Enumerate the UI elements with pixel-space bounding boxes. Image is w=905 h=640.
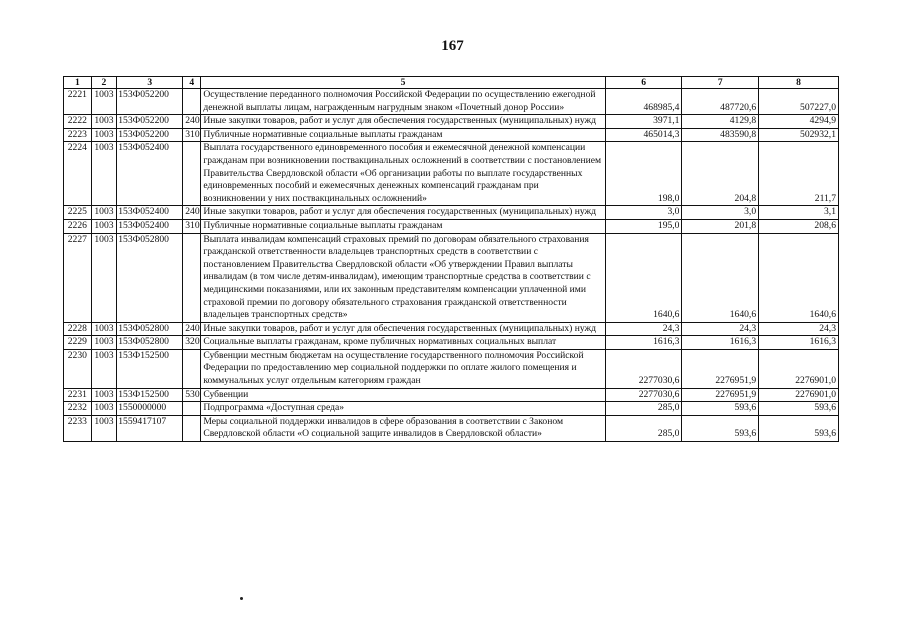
row-number-cell: 2223 bbox=[64, 128, 92, 142]
amount-col6-cell: 465014,3 bbox=[605, 128, 682, 142]
expense-type-cell: 310 bbox=[183, 219, 201, 233]
column-header: 3 bbox=[117, 77, 183, 89]
target-article-cell: 153Ф052800 bbox=[117, 336, 183, 350]
target-article-cell: 153Ф052200 bbox=[117, 128, 183, 142]
table-row bbox=[64, 206, 839, 220]
section-code-cell: 1003 bbox=[91, 415, 117, 441]
section-code-cell: 1003 bbox=[91, 388, 117, 402]
table-row bbox=[64, 233, 839, 322]
amount-col8-cell: 502932,1 bbox=[759, 128, 839, 142]
section-code-cell: 1003 bbox=[91, 349, 117, 388]
row-number-cell: 2221 bbox=[64, 89, 92, 115]
expense-type-cell: 240 bbox=[183, 115, 201, 129]
table-row bbox=[64, 388, 839, 402]
table-row bbox=[64, 322, 839, 336]
amount-col7-cell: 2276951,9 bbox=[682, 349, 759, 388]
table-row bbox=[64, 402, 839, 416]
row-number-cell: 2229 bbox=[64, 336, 92, 350]
expense-type-cell: 530 bbox=[183, 388, 201, 402]
description-cell: Осуществление переданного полномочия Российской Федерации по осуществлению ежегодной денежной выплаты лицам, награжденным нагрудным знаком «Почетный донор России» bbox=[201, 89, 606, 115]
amount-col8-cell: 211,7 bbox=[759, 142, 839, 206]
target-article-cell: 153Ф052200 bbox=[117, 89, 183, 115]
row-number-cell: 2226 bbox=[64, 219, 92, 233]
description-cell: Субвенции bbox=[201, 388, 606, 402]
amount-col7-cell: 593,6 bbox=[682, 402, 759, 416]
section-code-cell: 1003 bbox=[91, 219, 117, 233]
amount-col7-cell: 593,6 bbox=[682, 415, 759, 441]
expense-type-cell: 320 bbox=[183, 336, 201, 350]
amount-col8-cell: 2276901,0 bbox=[759, 349, 839, 388]
description-cell: Выплата государственного единовременного пособия и ежемесячной денежной компенсации гражданам при возникновении поствакцинальных осложнений в соответствии с постановлением Правительства Свердловской области «Об организации работы по выплате государственных единовременных пособий и ежемесячных денежных компенсаций гражданам при возникновении у них поствакцинальных осложнений» bbox=[201, 142, 606, 206]
row-number-cell: 2227 bbox=[64, 233, 92, 322]
amount-col8-cell: 208,6 bbox=[759, 219, 839, 233]
amount-col8-cell: 593,6 bbox=[759, 402, 839, 416]
amount-col6-cell: 198,0 bbox=[605, 142, 682, 206]
row-number-cell: 2231 bbox=[64, 388, 92, 402]
expense-type-cell bbox=[183, 89, 201, 115]
amount-col8-cell: 507227,0 bbox=[759, 89, 839, 115]
amount-col8-cell: 593,6 bbox=[759, 415, 839, 441]
target-article-cell: 153Ф052200 bbox=[117, 115, 183, 129]
amount-col7-cell: 201,8 bbox=[682, 219, 759, 233]
expense-type-cell: 240 bbox=[183, 206, 201, 220]
expense-type-cell: 240 bbox=[183, 322, 201, 336]
column-header: 8 bbox=[759, 77, 839, 89]
section-code-cell: 1003 bbox=[91, 115, 117, 129]
target-article-cell: 153Ф052800 bbox=[117, 322, 183, 336]
amount-col6-cell: 2277030,6 bbox=[605, 349, 682, 388]
amount-col6-cell: 3971,1 bbox=[605, 115, 682, 129]
amount-col6-cell: 285,0 bbox=[605, 415, 682, 441]
table-row bbox=[64, 142, 839, 206]
description-cell: Подпрограмма «Доступная среда» bbox=[201, 402, 606, 416]
amount-col6-cell: 2277030,6 bbox=[605, 388, 682, 402]
column-header: 4 bbox=[183, 77, 201, 89]
column-header: 2 bbox=[91, 77, 117, 89]
expense-type-cell bbox=[183, 402, 201, 416]
description-cell: Выплата инвалидам компенсаций страховых премий по договорам обязательного страхования гражданской ответственности владельцев транспортных средств в соответствии с постановлением Правительства Свердловской области «Об утверждении Правил выплаты инвалидам (в том числе детям-инвалидам), имеющим транспортные средства в соответствии с медицинскими показаниями, или их законным представителям компенсации уплаченной ими страховой премии по договору обязательного страхования гражданской ответственности владельцев транспортных средств» bbox=[201, 233, 606, 322]
amount-col6-cell: 1616,3 bbox=[605, 336, 682, 350]
table-row bbox=[64, 219, 839, 233]
amount-col8-cell: 4294,9 bbox=[759, 115, 839, 129]
section-code-cell: 1003 bbox=[91, 206, 117, 220]
table-row bbox=[64, 115, 839, 129]
amount-col6-cell: 195,0 bbox=[605, 219, 682, 233]
table-row bbox=[64, 89, 839, 115]
amount-col7-cell: 24,3 bbox=[682, 322, 759, 336]
target-article-cell: 153Ф052400 bbox=[117, 142, 183, 206]
section-code-cell: 1003 bbox=[91, 128, 117, 142]
amount-col7-cell: 487720,6 bbox=[682, 89, 759, 115]
budget-table bbox=[63, 76, 839, 442]
section-code-cell: 1003 bbox=[91, 89, 117, 115]
amount-col6-cell: 24,3 bbox=[605, 322, 682, 336]
row-number-cell: 2224 bbox=[64, 142, 92, 206]
description-cell: Иные закупки товаров, работ и услуг для обеспечения государственных (муниципальных) нужд bbox=[201, 206, 606, 220]
table-row bbox=[64, 336, 839, 350]
table-row bbox=[64, 415, 839, 441]
column-header: 6 bbox=[605, 77, 682, 89]
column-header: 1 bbox=[64, 77, 92, 89]
amount-col8-cell: 1640,6 bbox=[759, 233, 839, 322]
column-header: 5 bbox=[201, 77, 606, 89]
header-row bbox=[64, 77, 839, 89]
section-code-cell: 1003 bbox=[91, 233, 117, 322]
expense-type-cell bbox=[183, 142, 201, 206]
expense-type-cell bbox=[183, 349, 201, 388]
target-article-cell: 153Ф152500 bbox=[117, 388, 183, 402]
amount-col7-cell: 1616,3 bbox=[682, 336, 759, 350]
amount-col8-cell: 3,1 bbox=[759, 206, 839, 220]
section-code-cell: 1003 bbox=[91, 322, 117, 336]
section-code-cell: 1003 bbox=[91, 142, 117, 206]
row-number-cell: 2230 bbox=[64, 349, 92, 388]
row-number-cell: 2233 bbox=[64, 415, 92, 441]
description-cell: Иные закупки товаров, работ и услуг для обеспечения государственных (муниципальных) нужд bbox=[201, 322, 606, 336]
amount-col7-cell: 2276951,9 bbox=[682, 388, 759, 402]
expense-type-cell: 310 bbox=[183, 128, 201, 142]
row-number-cell: 2225 bbox=[64, 206, 92, 220]
amount-col8-cell: 2276901,0 bbox=[759, 388, 839, 402]
amount-col7-cell: 204,8 bbox=[682, 142, 759, 206]
column-header: 7 bbox=[682, 77, 759, 89]
amount-col7-cell: 3,0 bbox=[682, 206, 759, 220]
amount-col6-cell: 468985,4 bbox=[605, 89, 682, 115]
amount-col7-cell: 483590,8 bbox=[682, 128, 759, 142]
stray-dot bbox=[240, 597, 243, 600]
amount-col7-cell: 1640,6 bbox=[682, 233, 759, 322]
target-article-cell: 153Ф152500 bbox=[117, 349, 183, 388]
section-code-cell: 1003 bbox=[91, 336, 117, 350]
section-code-cell: 1003 bbox=[91, 402, 117, 416]
row-number-cell: 2232 bbox=[64, 402, 92, 416]
amount-col6-cell: 1640,6 bbox=[605, 233, 682, 322]
table-row bbox=[64, 349, 839, 388]
description-cell: Социальные выплаты гражданам, кроме публичных нормативных социальных выплат bbox=[201, 336, 606, 350]
expense-type-cell bbox=[183, 415, 201, 441]
description-cell: Субвенции местным бюджетам на осуществление государственного полномочия Российской Федерации по предоставлению мер социальной поддержки по оплате жилого помещения и коммунальных услуг отдельным категориям граждан bbox=[201, 349, 606, 388]
page-number: 167 bbox=[441, 38, 464, 54]
target-article-cell: 153Ф052400 bbox=[117, 206, 183, 220]
target-article-cell: 153Ф052800 bbox=[117, 233, 183, 322]
amount-col8-cell: 24,3 bbox=[759, 322, 839, 336]
amount-col7-cell: 4129,8 bbox=[682, 115, 759, 129]
table-row bbox=[64, 128, 839, 142]
target-article-cell: 153Ф052400 bbox=[117, 219, 183, 233]
target-article-cell: 1559417107 bbox=[117, 415, 183, 441]
row-number-cell: 2222 bbox=[64, 115, 92, 129]
description-cell: Меры социальной поддержки инвалидов в сфере образования в соответствии с Законом Свердловской области «О социальной защите инвалидов в Свердловской области» bbox=[201, 415, 606, 441]
description-cell: Иные закупки товаров, работ и услуг для обеспечения государственных (муниципальных) нужд bbox=[201, 115, 606, 129]
target-article-cell: 1550000000 bbox=[117, 402, 183, 416]
description-cell: Публичные нормативные социальные выплаты гражданам bbox=[201, 128, 606, 142]
expense-type-cell bbox=[183, 233, 201, 322]
description-cell: Публичные нормативные социальные выплаты гражданам bbox=[201, 219, 606, 233]
amount-col6-cell: 3,0 bbox=[605, 206, 682, 220]
row-number-cell: 2228 bbox=[64, 322, 92, 336]
amount-col8-cell: 1616,3 bbox=[759, 336, 839, 350]
amount-col6-cell: 285,0 bbox=[605, 402, 682, 416]
